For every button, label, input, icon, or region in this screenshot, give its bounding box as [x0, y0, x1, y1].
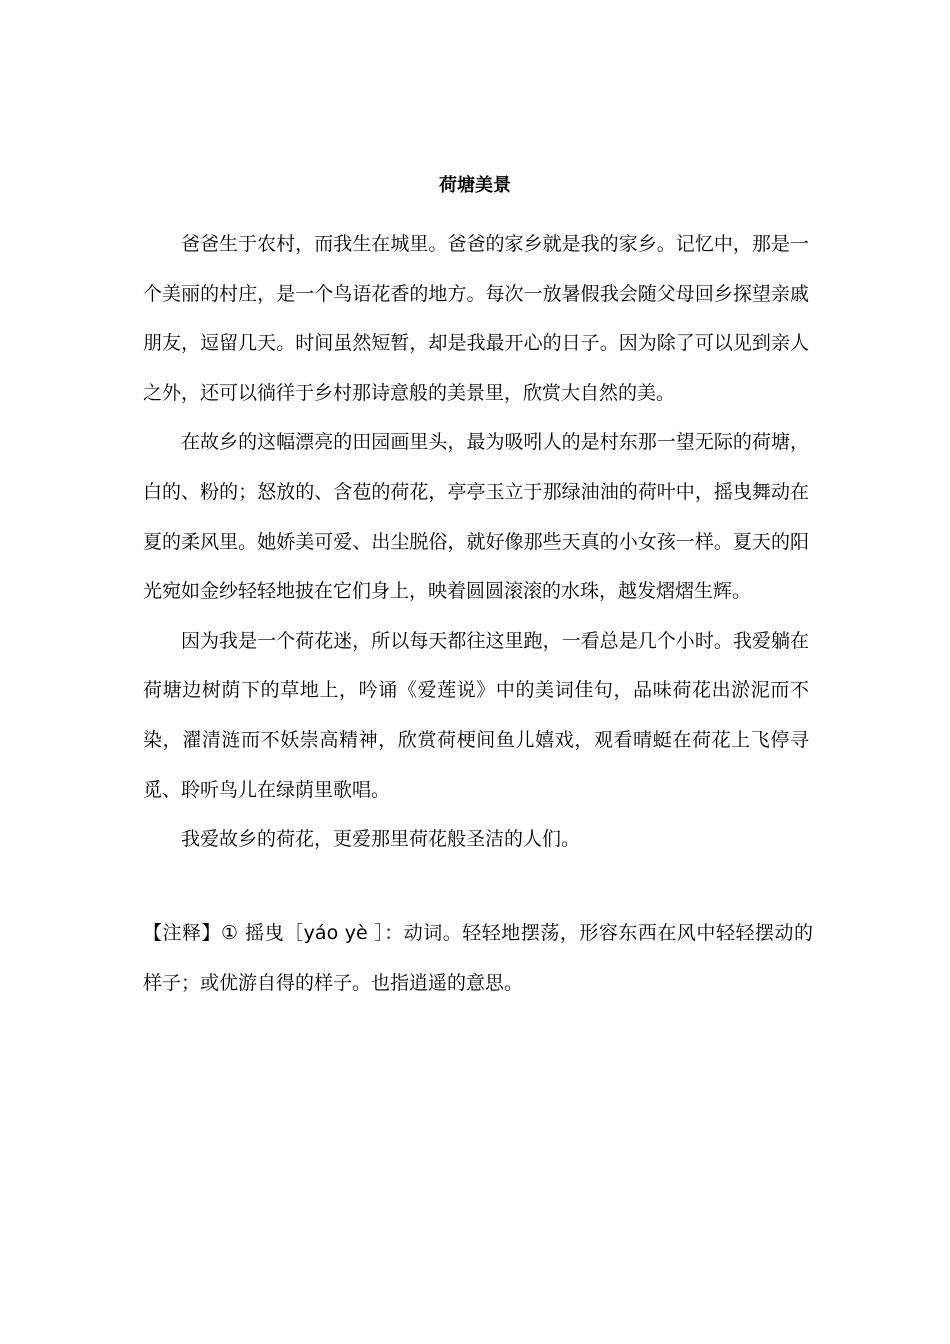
document-title: 荷塘美景 [439, 175, 511, 196]
paragraph-4: 我爱故乡的荷花，更爱那里荷花般圣洁的人们。 [181, 828, 581, 851]
annotation-note: 【注释】① 摇曳［yáo yè ］：动词。轻轻地摆荡，形容东西在风中轻轻摆动的样子；或优游自得的样子。也指逍遥的意思。 [143, 922, 813, 994]
article-body [143, 220, 809, 865]
paragraph-2: 在故乡的这幅漂亮的田园画里头，最为吸吲人的是村东那一望无际的荷塘，白的、粉的；怒放的、含苞的荷花，亭亭玉立于那绿油油的荷叶中，摇曳舞动在夏的柔风里。她娇美可爱、出尘脱俗，就好像那些天真的小女孩一样。夏天的阳光宛如金纱轻轻地披在它们身上，映着圆圆滚滚的水珠，越发熠熠生辉。 [143, 431, 809, 603]
paragraph-3: 因为我是一个荷花迷，所以每天都往这里跑，一看总是几个小时。我爱躺在荷塘边树荫下的草地上，吟诵《爱莲说》中的美词佳句，品味荷花出淤泥而不染，濯清涟而不妖崇高精神，欣赏荷梗间鱼儿嬉戏，观看晴蜓在荷花上飞停寻觅、聆听鸟儿在绿荫里歌唱。 [143, 629, 809, 801]
paragraph-1: 爸爸生于农村，而我生在城里。爸爸的家乡就是我的家乡。记忆中，那是一个美丽的村庄，是一个鸟语花香的地方。每次一放暑假我会随父母回乡探望亲戚朋友，逗留几天。时间虽然短暂，却是我最开心的日子。因为除了可以见到亲人之外，还可以徜徉于乡村那诗意般的美景里，欣赏大自然的美。 [143, 233, 809, 404]
